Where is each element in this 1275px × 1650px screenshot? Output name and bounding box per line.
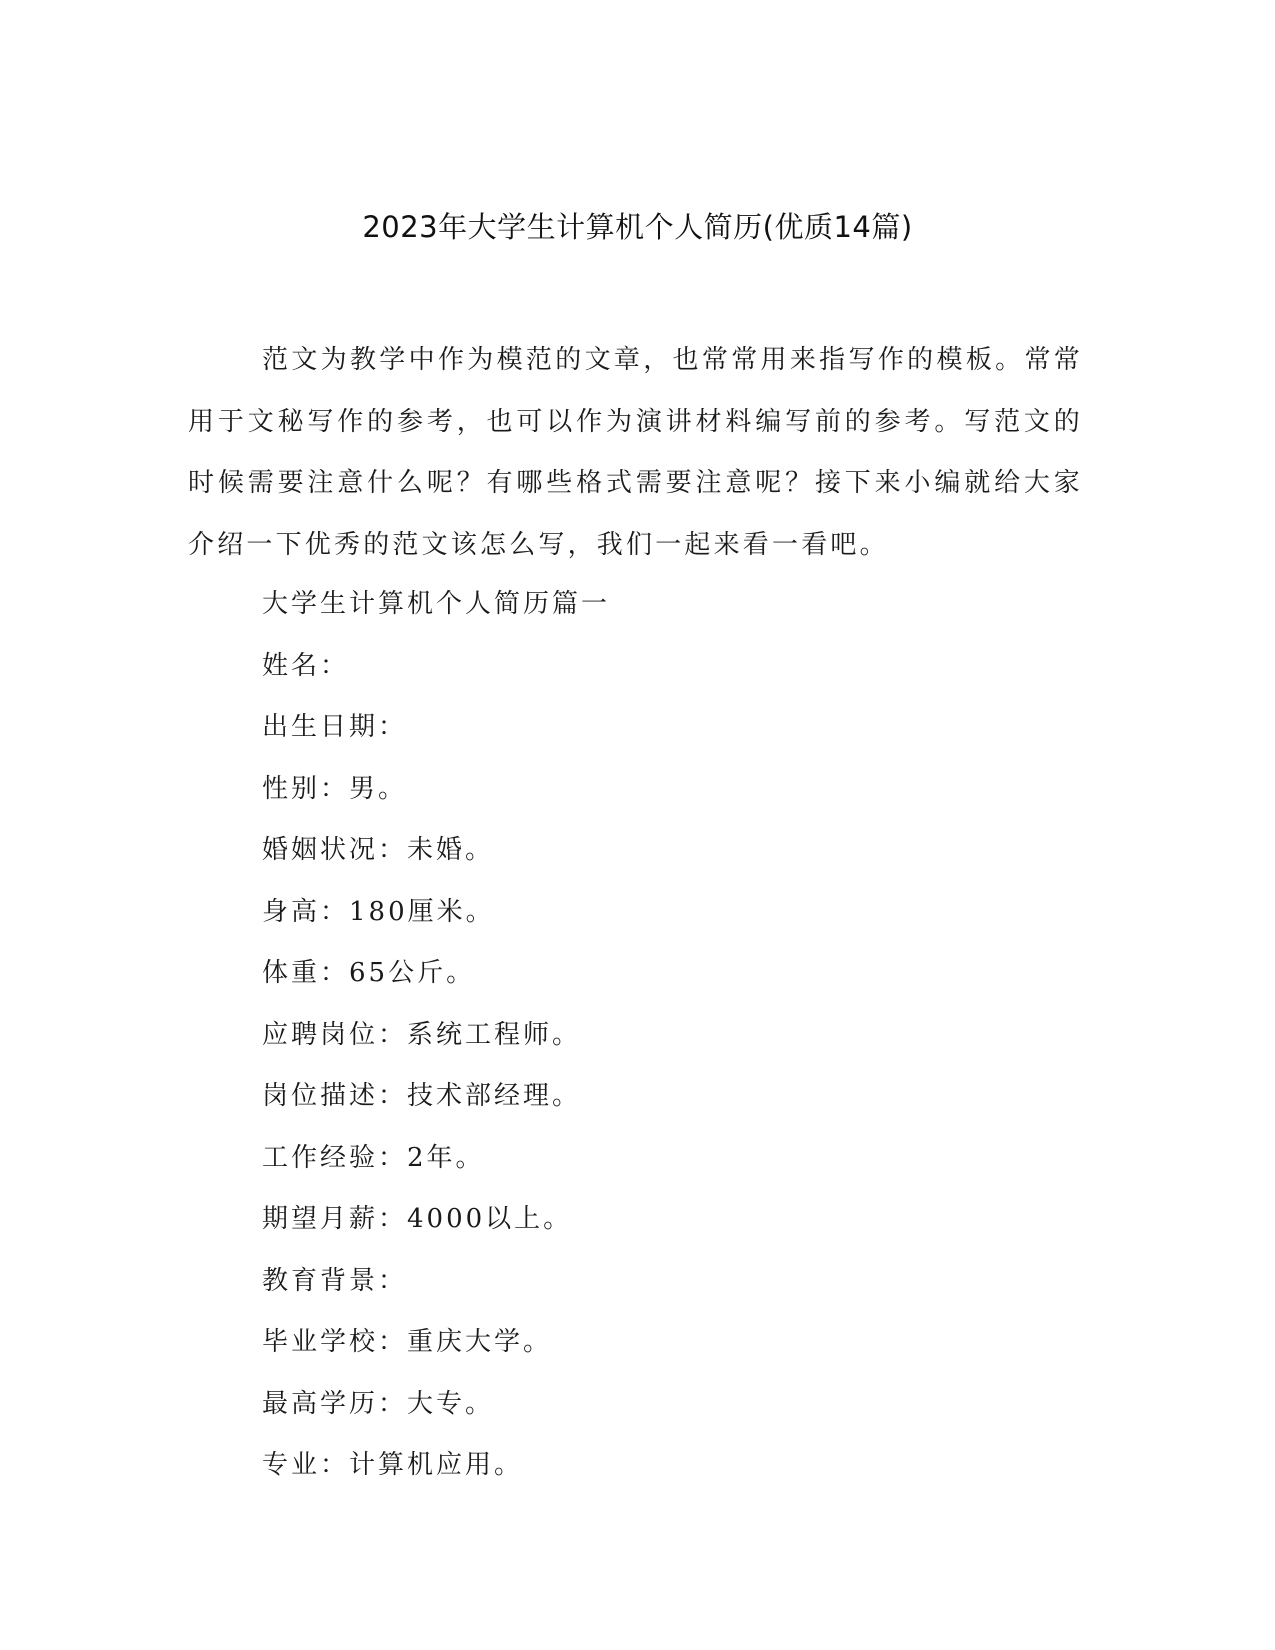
field-position: 应聘岗位：系统工程师。 [262, 1019, 582, 1050]
field-education-heading: 教育背景： [262, 1265, 408, 1296]
document-title: 2023年大学生计算机个人简历(优质14篇) [362, 210, 913, 244]
field-height: 身高：180厘米。 [262, 896, 495, 927]
field-degree: 最高学历：大专。 [262, 1388, 495, 1419]
field-major: 专业：计算机应用。 [262, 1450, 524, 1480]
field-weight: 体重：65公斤。 [262, 958, 476, 988]
field-work-experience: 工作经验：2年。 [262, 1142, 485, 1173]
field-marital-status: 婚姻状况：未婚。 [262, 835, 495, 865]
resume-lines [262, 574, 610, 1497]
field-name: 姓名： [262, 650, 350, 681]
field-gender: 性别：男。 [262, 773, 408, 804]
field-position-description: 岗位描述：技术部经理。 [262, 1081, 582, 1111]
field-birthdate: 出生日期： [262, 712, 408, 742]
intro-paragraph: 范文为教学中作为模范的文章，也常常用来指写作的模板。常常用于文秘写作的参考，也可以作为演讲材料编写前的参考。写范文的时候需要注意什么呢？有哪些格式需要注意呢？接下来小编就给大家介绍一下优秀的范文该怎么写，我们一起来看一看吧。 [188, 345, 1083, 560]
field-school: 毕业学校：重庆大学。 [262, 1327, 553, 1357]
field-expected-salary: 期望月薪：4000以上。 [262, 1204, 573, 1234]
section-heading: 大学生计算机个人简历篇一 [262, 589, 611, 619]
